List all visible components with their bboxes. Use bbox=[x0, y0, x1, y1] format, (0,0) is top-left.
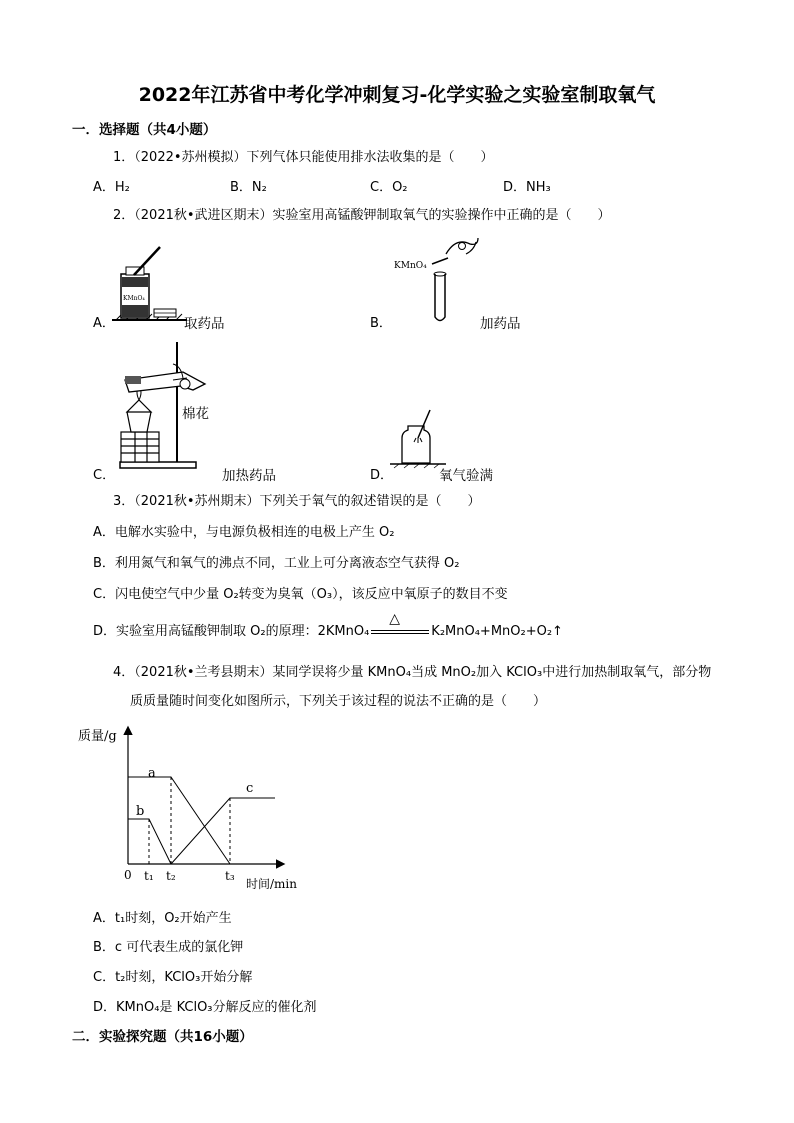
section-heading-2: 二．实验探究题（共16小题） bbox=[72, 1029, 253, 1045]
series-label-a: a bbox=[148, 766, 156, 781]
q2-option-b: B． bbox=[370, 316, 392, 331]
q2-caption-c: 加热药品 bbox=[222, 468, 276, 484]
y-axis-label: 质量/g bbox=[78, 729, 117, 744]
q2-caption-a: 取药品 bbox=[184, 316, 225, 332]
series-label-c: c bbox=[246, 781, 254, 796]
question-4-stem-line2: 质质量随时间变化如图所示，下列关于该过程的说法不正确的是（ ） bbox=[130, 694, 547, 709]
q2-option-a: A． bbox=[93, 316, 115, 331]
x-tick-label: t₁ bbox=[144, 869, 154, 883]
x-axis-label: 时间/min bbox=[246, 877, 297, 891]
question-4-stem-line1: 4．（2021秋•兰考县期末）某同学误将少量 KMnO₄当成 MnO₂加入 KClO₃中进行加热制取氧气，部分物 bbox=[113, 665, 712, 680]
q4-option-a: A．t₁时刻，O₂开始产生 bbox=[93, 911, 232, 926]
gas-bottle-figure bbox=[390, 408, 450, 470]
q2-caption-d: 氧气验满 bbox=[439, 468, 493, 484]
x-tick-label: t₂ bbox=[166, 869, 176, 883]
series-line-a bbox=[128, 777, 230, 864]
x-tick-label: t₃ bbox=[225, 869, 235, 883]
heat-symbol: △ bbox=[389, 610, 401, 627]
q2-option-d: D． bbox=[370, 468, 394, 483]
q1-option-b: B．N₂ bbox=[230, 180, 267, 195]
equation-products: K₂MnO₄+MnO₂+O₂↑ bbox=[431, 624, 563, 639]
q1-option-a: A．H₂ bbox=[93, 180, 130, 195]
q1-option-d: D．NH₃ bbox=[503, 180, 551, 195]
q4-option-b: B．c 可代表生成的氯化钾 bbox=[93, 940, 244, 955]
origin-label: 0 bbox=[124, 868, 132, 882]
q3-option-b: B．利用氮气和氧气的沸点不同，工业上可分离液态空气获得 O₂ bbox=[93, 556, 460, 571]
question-1-stem: 1．（2022•苏州模拟）下列气体只能使用排水法收集的是（ ） bbox=[113, 150, 494, 165]
question-3-stem: 3．（2021秋•苏州期末）下列关于氧气的叙述错误的是（ ） bbox=[113, 494, 481, 509]
reaction-arrow bbox=[369, 610, 431, 639]
kmno4-label: KMnO₄ bbox=[394, 261, 427, 271]
q4-option-c: C．t₂时刻，KClO₃开始分解 bbox=[93, 970, 253, 985]
q3-option-a: A．电解水实验中，与电源负极相连的电极上产生 O₂ bbox=[93, 525, 395, 540]
q2-caption-b: 加药品 bbox=[480, 316, 521, 332]
reagent-bottle-figure bbox=[112, 245, 187, 325]
cotton-label: 棉花 bbox=[182, 406, 209, 422]
q2-option-c: C． bbox=[93, 468, 116, 483]
q3-option-d bbox=[93, 610, 563, 639]
q3-option-c: C．闪电使空气中少量 O₂转变为臭氧（O₃），该反应中氧原子的数目不变 bbox=[93, 587, 508, 602]
section-heading: 一．选择题（共4小题） bbox=[72, 122, 217, 138]
mass-time-chart bbox=[78, 722, 318, 897]
series-label-b: b bbox=[136, 804, 145, 819]
equation-reactant: D．实验室用高锰酸钾制取 O₂的原理：2KMnO₄ bbox=[93, 624, 370, 639]
page-title: 2022年江苏省中考化学冲刺复习-化学实验之实验室制取氧气 bbox=[138, 84, 656, 106]
q4-option-d: D．KMnO₄是 KClO₃分解反应的催化剂 bbox=[93, 1000, 317, 1015]
svg-text:KMnO₄: KMnO₄ bbox=[123, 295, 145, 302]
question-2-stem: 2．（2021秋•武进区期末）实验室用高锰酸钾制取氧气的实验操作中正确的是（ ） bbox=[113, 208, 611, 223]
q1-option-c: C．O₂ bbox=[370, 180, 408, 195]
test-tube-figure bbox=[390, 232, 500, 324]
